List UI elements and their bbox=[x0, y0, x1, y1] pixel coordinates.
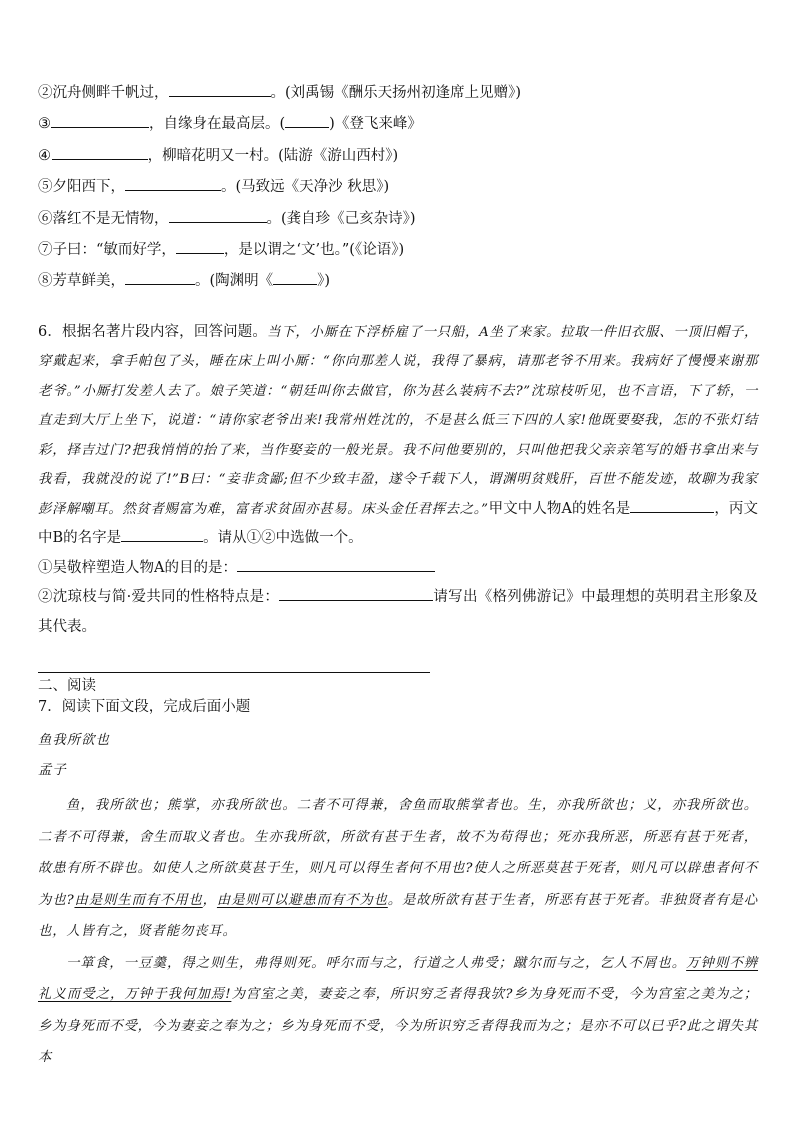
poem-line-6 bbox=[38, 204, 758, 235]
article-paragraph-2 bbox=[38, 948, 758, 1074]
poem-text: ，是以谓之‘文’也。”(《论语》) bbox=[223, 242, 405, 259]
underlined-sentence: 由是则生而有不用也 bbox=[74, 892, 203, 908]
poem-text: 》) bbox=[317, 273, 331, 290]
poem-text: 。(刘禹锡《酬乐天扬州初逢席上见赠》) bbox=[270, 85, 522, 101]
poem-text: )《登飞来峰》 bbox=[329, 116, 422, 133]
poem-line-2 bbox=[38, 78, 758, 109]
poem-text: 。(龚自珍《己亥杂诗》) bbox=[266, 210, 416, 227]
answer-blank[interactable] bbox=[176, 238, 224, 254]
article-title: 鱼我所欲也 bbox=[38, 733, 110, 749]
question-6-option-1 bbox=[38, 554, 758, 584]
paragraph-text: ， bbox=[202, 892, 217, 908]
question-6 bbox=[38, 318, 758, 554]
author-blank[interactable] bbox=[285, 112, 329, 128]
poem-line-8 bbox=[38, 266, 758, 297]
spacer bbox=[38, 298, 758, 318]
paragraph-text: 。是故所欲有甚于生者，所恶有甚于死者。非独贤者有是心也，人皆有之，贤者能勿丧耳。 bbox=[38, 892, 758, 940]
poem-text: 。(陶渊明《 bbox=[195, 273, 274, 290]
paragraph-text: 为宫室之美，妻妾之奉，所识穷乏者得我欤?乡为身死而不受，今为宫室之美为之；乡为身死而不受，今为妻妾之奉为之；乡为身死而不受，今为所识穷乏者得我而为之；是亦不可以已乎?此之谓失其本 bbox=[38, 987, 758, 1066]
article-author: 孟子 bbox=[38, 763, 67, 779]
option-2-text: ②沈琼枝与简·爱共同的性格特点是： bbox=[38, 589, 280, 606]
question-6-ask-b: ，丙文中B的名字是 bbox=[38, 500, 758, 547]
question-6-intro: 6．根据名著片段内容，回答问题。 bbox=[38, 323, 268, 340]
question-6-passage: 当下，小厮在下浮桥雇了一只船，A坐了来家。拉取一件旧衣服、一顶旧帽子，穿戴起来，拿手帕包了头，睡在床上叫小厮：“你向那差人说，我得了暴病，请那老爷不用来。我病好了慢慢来谢那老爷。”小厮打发差人去了。娘子笑道：“朝廷叫你去做官，你为甚么装病不去?”沈琼枝听见，也不言语，下了轿，一直走到大厅上坐下，说道：“请你家老爷出来!我常州姓沈的，不是甚么低三下四的人家!他既要娶我，怎的不张灯结彩，择吉过门?把我悄悄的抬了来，当作娶妾的一般光景。我不问他要别的，只叫他把我父亲亲笔写的婚书拿出来与我看，我就没的说了!”B曰：“妾非贪鄙;但不少致丰盈，遂令千载下人，谓渊明贫贱肝，百世不能发迹，故聊为我家彭泽解嘲耳。然贫者赐富为难，富者求贫固亦甚易。床头金任君挥去之。” bbox=[38, 324, 758, 517]
poem-text: ，柳暗花明又一村。(陆游《游山西村》) bbox=[147, 147, 399, 164]
poem-line-5 bbox=[38, 172, 758, 203]
paragraph-text: 鱼，我所欲也；熊掌，亦我所欲也。二者不可得兼，舍鱼而取熊掌者也。生，亦我所欲也；义，亦我所欲也。二者不可得兼，舍生而取义者也。生亦我所欲，所欲有甚于生者，故不为苟得也；死亦我所恶，所恶有甚于死者，故患有所不辟也。如使人之所欲莫甚于生，则凡可以得生者何不用也?使人之所恶莫甚于死者，则凡可以辟患者何不为也? bbox=[38, 798, 758, 908]
poem-line-4 bbox=[38, 141, 758, 172]
answer-blank[interactable] bbox=[125, 269, 195, 285]
question-7-title: 7．阅读下面文段，完成后面小题 bbox=[38, 699, 251, 716]
poem-text: ⑤夕阳西下， bbox=[38, 179, 125, 196]
exam-page bbox=[38, 78, 758, 1074]
question-6-option-2 bbox=[38, 583, 758, 642]
answer-blank[interactable] bbox=[169, 207, 267, 223]
question-6-ask-a: 甲文中人物A的姓名是 bbox=[488, 500, 631, 517]
poem-line-7 bbox=[38, 235, 758, 266]
poem-text: ⑧芳草鲜美， bbox=[38, 273, 125, 290]
poem-text: ，自缘身在最高层。( bbox=[149, 116, 286, 133]
underlined-sentence: 万钟则不辨礼义而受之，万钟于我何加焉! bbox=[38, 955, 759, 1003]
poem-text: ②沉舟侧畔千帆过， bbox=[38, 85, 169, 101]
answer-blank-a[interactable] bbox=[630, 497, 714, 513]
answer-blank[interactable] bbox=[52, 144, 148, 160]
long-answer-line[interactable] bbox=[38, 650, 430, 673]
option-2-text: 请写出《格列佛游记》中最理想的英明君主形象及其代表。 bbox=[38, 589, 759, 635]
question-6-ask-c: 。请从①②中选做一个。 bbox=[203, 530, 363, 547]
answer-blank[interactable] bbox=[169, 81, 271, 97]
poem-text: ⑦子曰：“敏而好学， bbox=[38, 242, 176, 259]
poem-text: 。(马致远《天净沙 秋思》) bbox=[221, 179, 390, 196]
paragraph-text: 一箪食，一豆羹，得之则生，弗得则死。呼尔而与之，行道之人弗受；蹴尔而与之，乞人不屑也。 bbox=[66, 955, 687, 971]
answer-blank[interactable] bbox=[51, 112, 149, 128]
poem-text: ⑥落红不是无情物， bbox=[38, 210, 169, 227]
title-blank[interactable] bbox=[273, 269, 317, 285]
article-paragraph-1 bbox=[38, 790, 758, 948]
poem-text: ④ bbox=[38, 147, 51, 164]
option-1-blank[interactable] bbox=[237, 556, 435, 572]
option-1-text: ①吴敬梓塑造人物A的目的是： bbox=[38, 559, 237, 576]
poem-line-3 bbox=[38, 109, 758, 140]
poem-text: ③ bbox=[38, 116, 51, 133]
answer-blank[interactable] bbox=[125, 175, 221, 191]
section-title: 二、阅读 bbox=[38, 678, 96, 695]
underlined-sentence: 由是则可以避患而有不为也 bbox=[216, 892, 388, 908]
option-2-blank[interactable] bbox=[279, 585, 433, 601]
answer-blank-b[interactable] bbox=[121, 526, 203, 542]
